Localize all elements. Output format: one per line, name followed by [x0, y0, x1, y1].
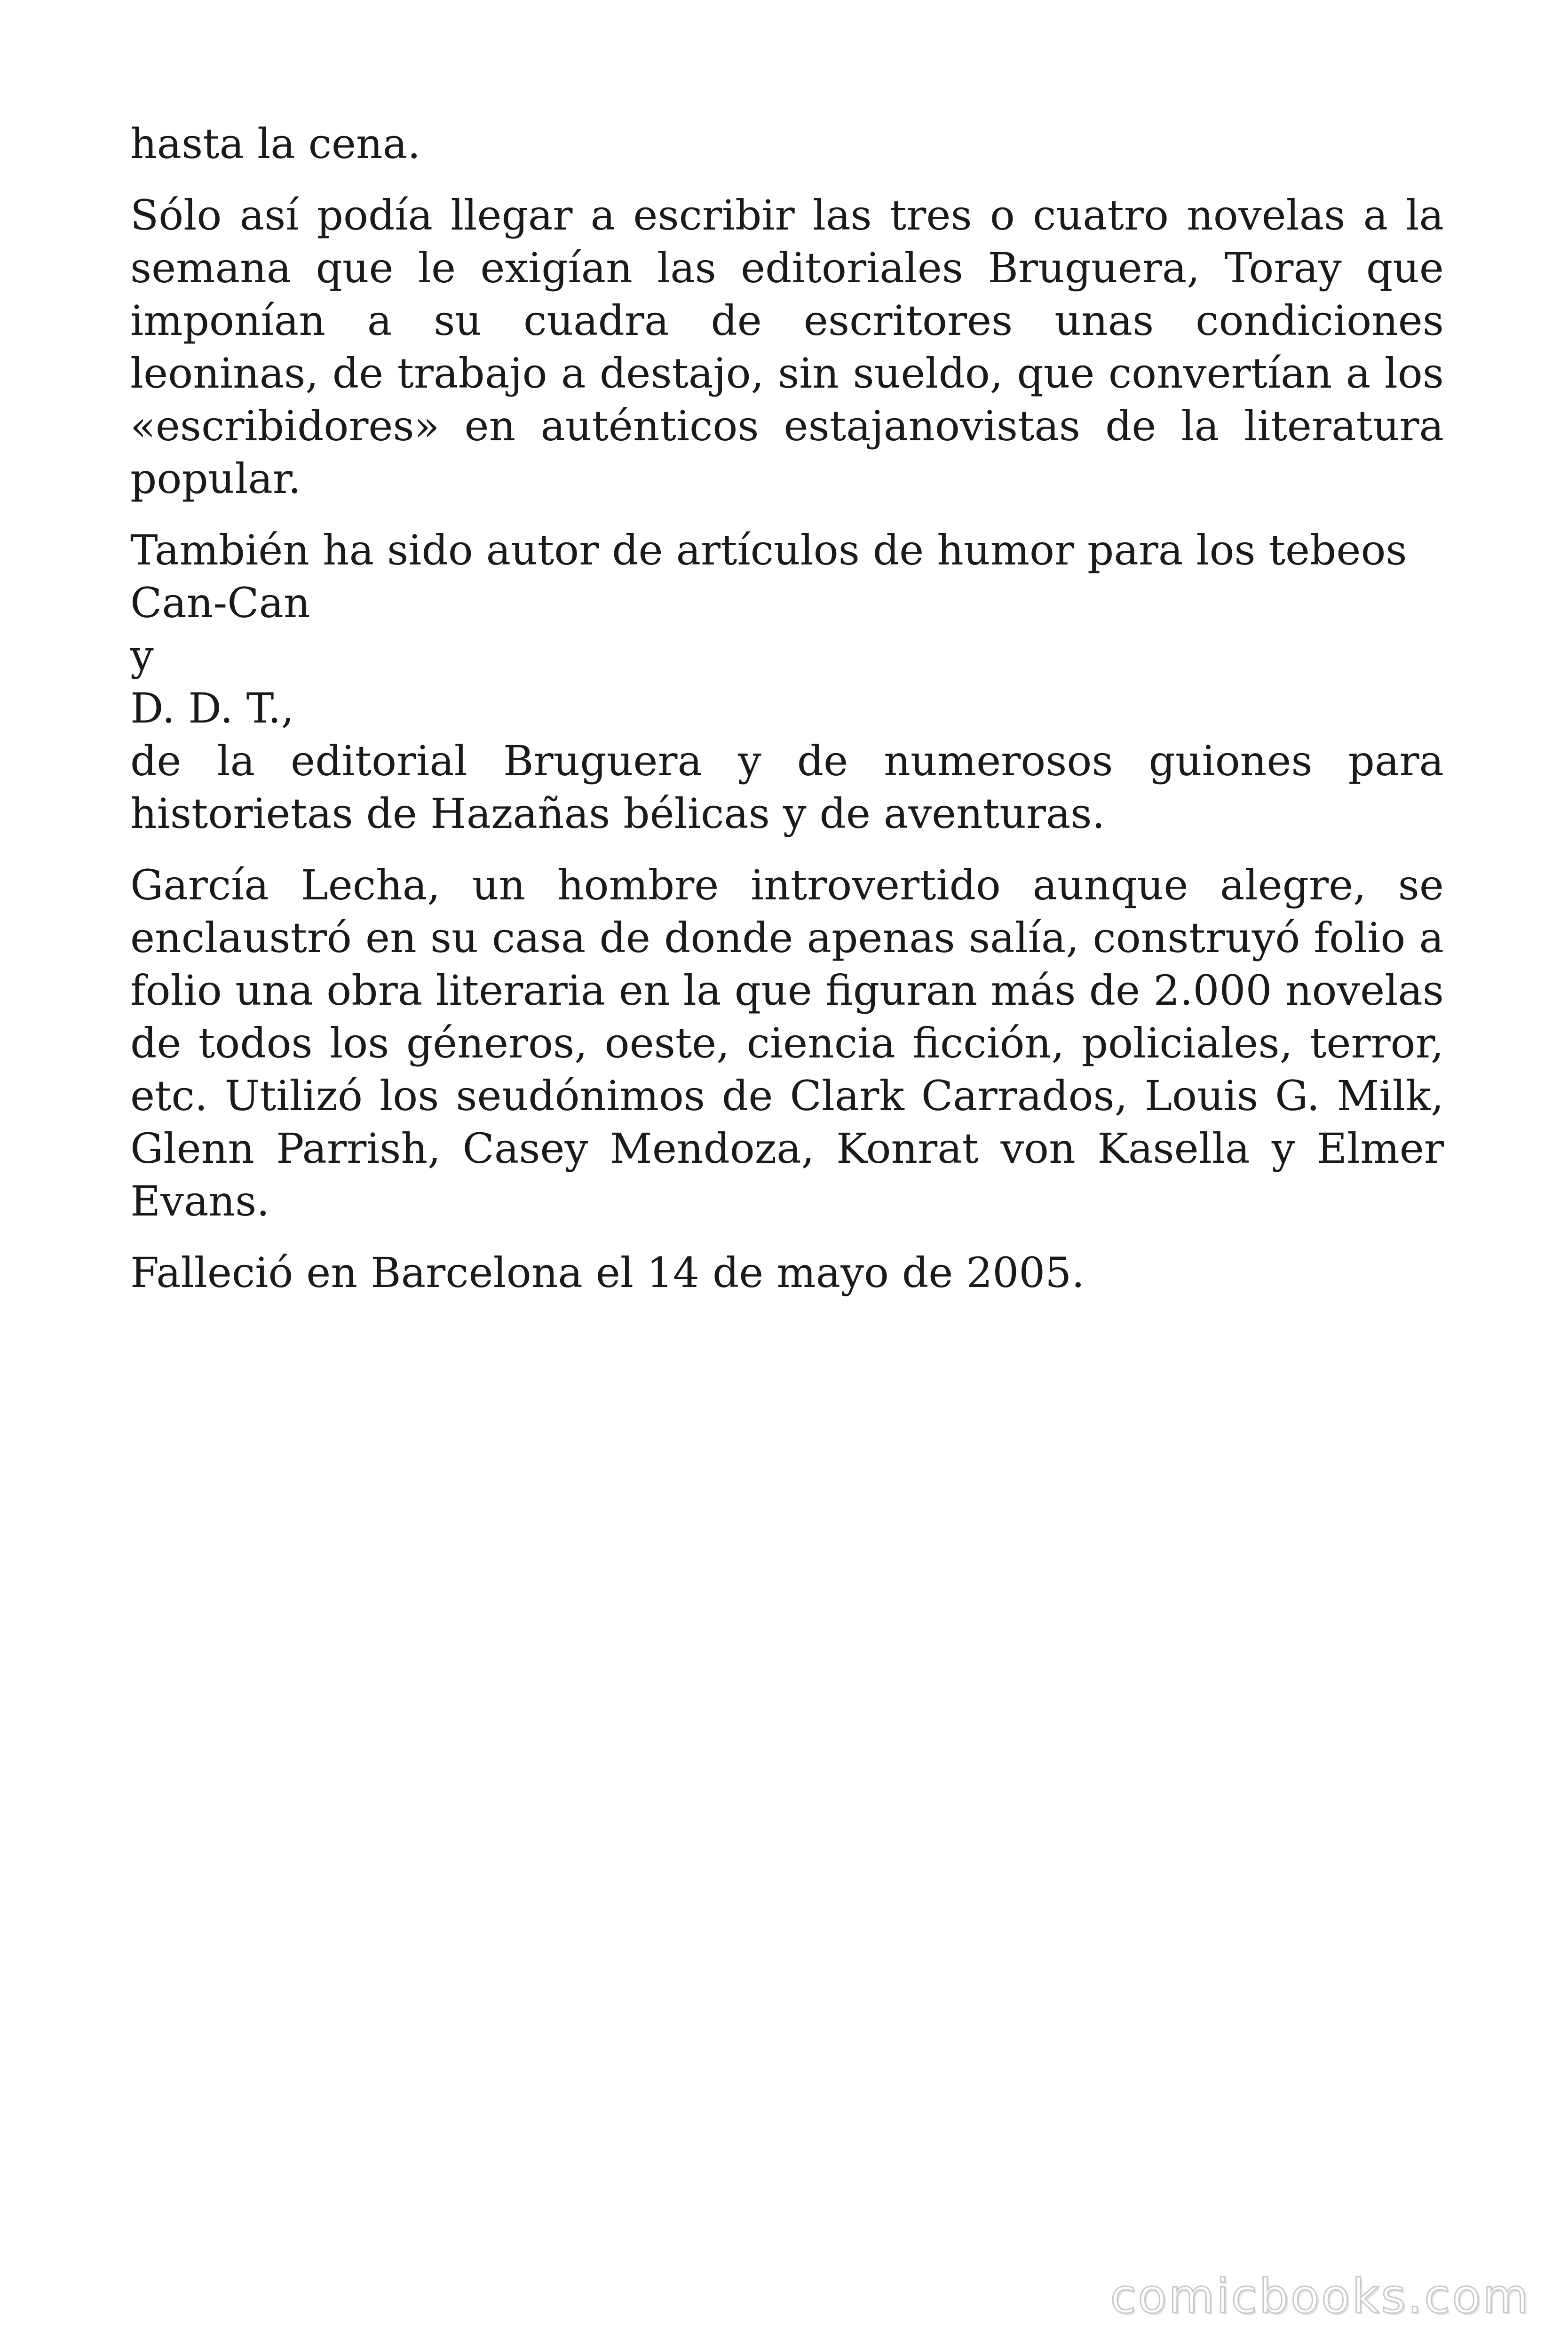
- paragraph-3-rest: de la editorial Bruguera y de numerosos guiones para historietas de Hazañas bélicas y de aventuras.: [130, 737, 1444, 838]
- paragraph-3-line-2: Can-Can: [130, 579, 310, 627]
- paragraph-3: [130, 524, 1444, 840]
- paragraph-1: hasta la cena.: [130, 119, 421, 168]
- paragraph-2: Sólo así podía llegar a escribir las tres o cuatro novelas a la semana que le exigían las editoriales Bruguera, Toray que imponían a su cuadra de escritores unas condiciones leoninas, de trabajo a destajo, sin sueldo, que convertían a los «escribidores» en auténticos estajanovistas de la literatura popular.: [130, 191, 1444, 503]
- document-page: [130, 118, 1444, 1318]
- paragraph-3-line-1: También ha sido autor de artículos de humor para los tebeos: [130, 526, 1407, 574]
- paragraph-3-line-3: y: [130, 631, 154, 680]
- paragraph-3-line-4: D. D. T.,: [130, 684, 294, 732]
- paragraph-5: Falleció en Barcelona el 14 de mayo de 2005.: [130, 1248, 1085, 1297]
- paragraph-4: García Lecha, un hombre introvertido aunque alegre, se enclaustró en su casa de donde apenas salía, construyó folio a folio una obra literaria en la que figuran más de 2.000 novelas de todos los géneros, oeste, ciencia ficción, policiales, terror, etc. Utilizó los seudónimos de Clark Carrados, Louis G. Milk, Glenn Parrish, Casey Mendoza, Konrat von Kasella y Elmer Evans.: [130, 861, 1444, 1225]
- watermark: comicbooks.com: [1110, 2269, 1530, 2324]
